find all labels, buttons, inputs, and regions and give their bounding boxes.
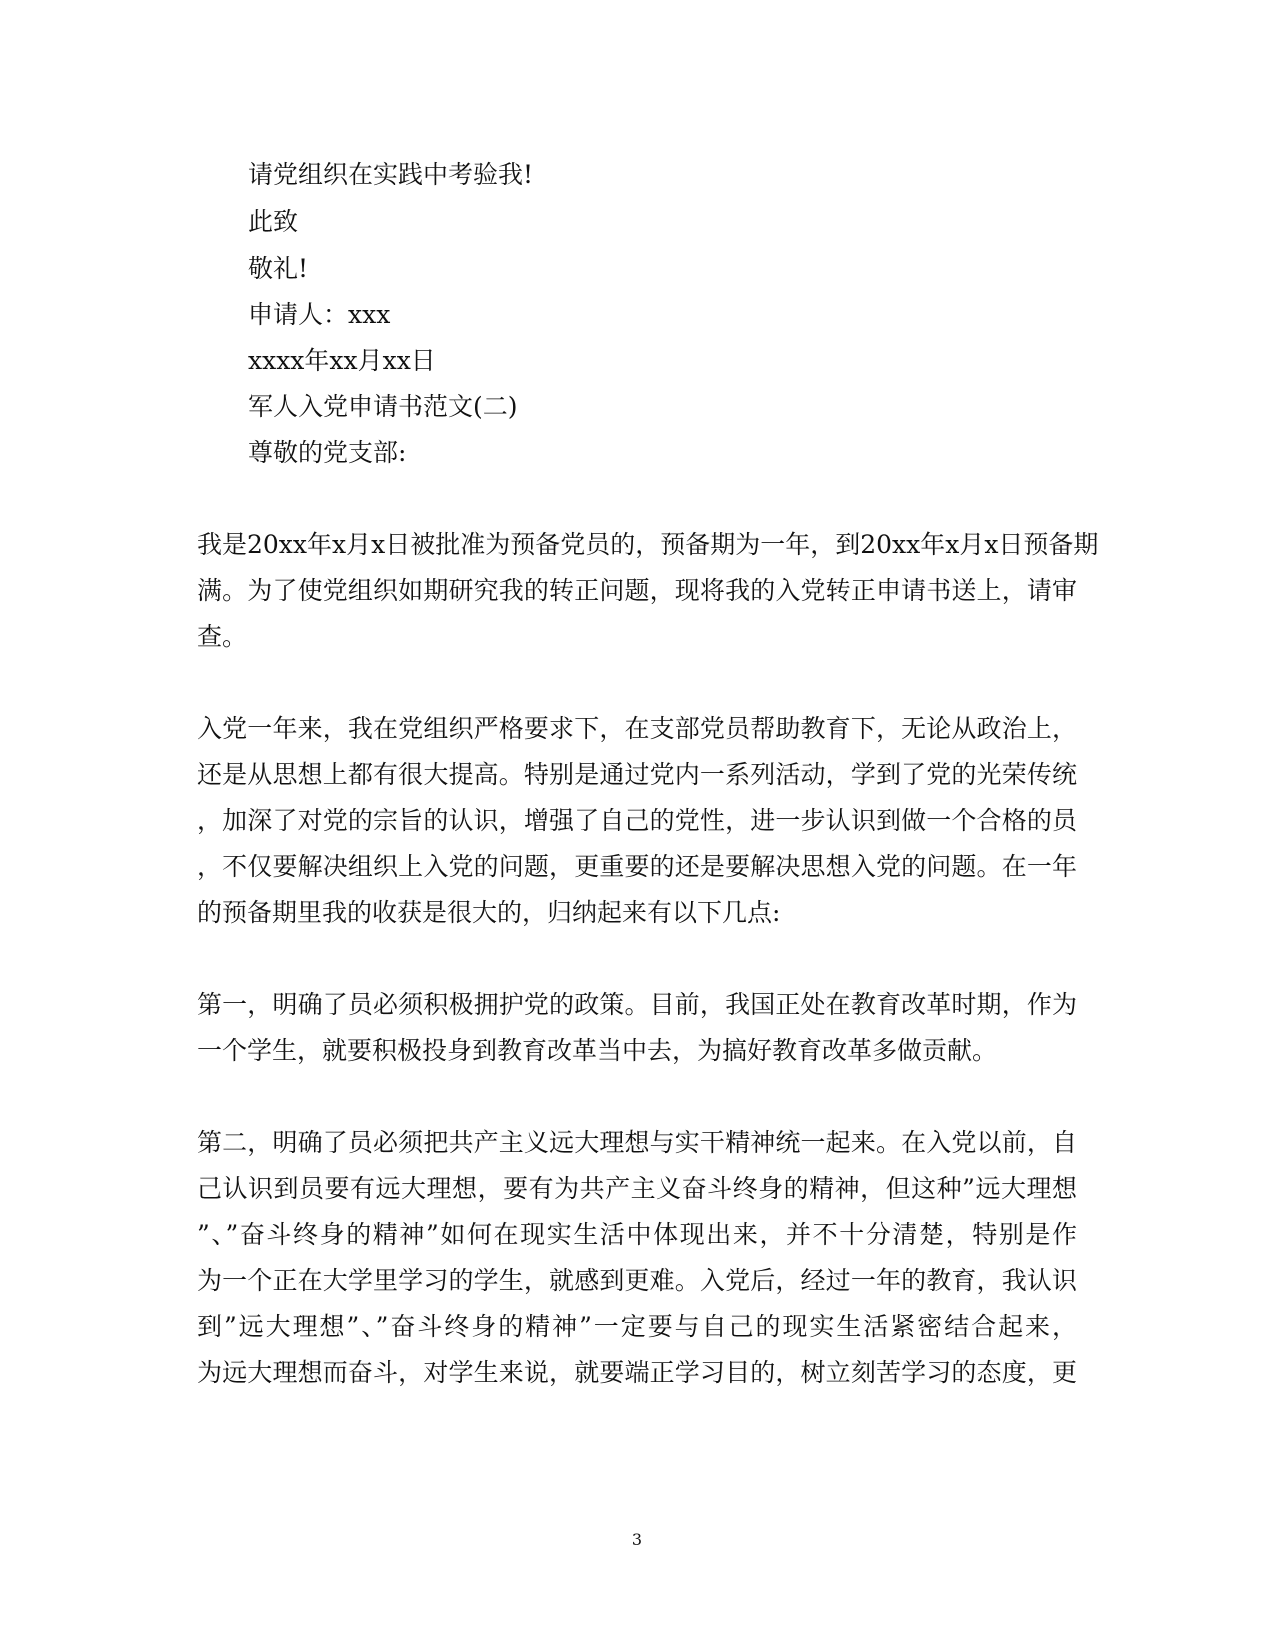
page-number: 3	[631, 1530, 643, 1549]
paragraph-line: 一个学生，就要积极投身到教育改革当中去，为搞好教育改革多做贡献。	[197, 1036, 998, 1065]
applicant-line: 申请人：xxx	[248, 300, 391, 329]
paragraph-line: 第二，明确了员必须把共产主义远大理想与实干精神统一起来。在入党以前，自	[197, 1128, 1077, 1157]
paragraph-line: 还是从思想上都有很大提高。特别是通过党内一系列活动，学到了党的光荣传统	[197, 760, 1077, 789]
paragraph-line: 为远大理想而奋斗，对学生来说，就要端正学习目的，树立刻苦学习的态度，更	[197, 1358, 1077, 1387]
paragraph-line: 到”远大理想”、”奋斗终身的精神”一定要与自己的现实生活紧密结合起来，	[197, 1312, 1077, 1341]
paragraph-line: 我是20xx年x月x日被批准为预备党员的，预备期为一年，到20xx年x月x日预备期	[197, 530, 1099, 559]
closing-line: 请党组织在实践中考验我!	[248, 160, 534, 189]
section-title: 军人入党申请书范文(二)	[248, 392, 518, 421]
greeting-line: 尊敬的党支部:	[248, 438, 407, 467]
date-line: xxxx年xx月xx日	[248, 346, 436, 375]
paragraph-line: 入党一年来，我在党组织严格要求下，在支部党员帮助教育下，无论从政治上，	[197, 714, 1077, 743]
paragraph-line: 满。为了使党组织如期研究我的转正问题，现将我的入党转正申请书送上，请审	[197, 576, 1077, 605]
paragraph-line: 为一个正在大学里学习的学生，就感到更难。入党后，经过一年的教育，我认识	[197, 1266, 1077, 1295]
paragraph-line: ”、”奋斗终身的精神”如何在现实生活中体现出来，并不十分清楚，特别是作	[197, 1220, 1077, 1249]
paragraph-line: 第一，明确了员必须积极拥护党的政策。目前，我国正处在教育改革时期，作为	[197, 990, 1077, 1019]
paragraph-line: 查。	[197, 622, 248, 651]
paragraph-line: 的预备期里我的收获是很大的，归纳起来有以下几点:	[197, 898, 781, 927]
paragraph-line: 己认识到员要有远大理想，要有为共产主义奋斗终身的精神，但这种”远大理想	[197, 1174, 1077, 1203]
salutation-line: 敬礼!	[248, 254, 309, 283]
paragraph-line: ，加深了对党的宗旨的认识，增强了自己的党性，进一步认识到做一个合格的员	[197, 806, 1077, 835]
salutation-line: 此致	[248, 207, 299, 236]
paragraph-line: ，不仅要解决组织上入党的问题，更重要的还是要解决思想入党的问题。在一年	[197, 852, 1077, 881]
